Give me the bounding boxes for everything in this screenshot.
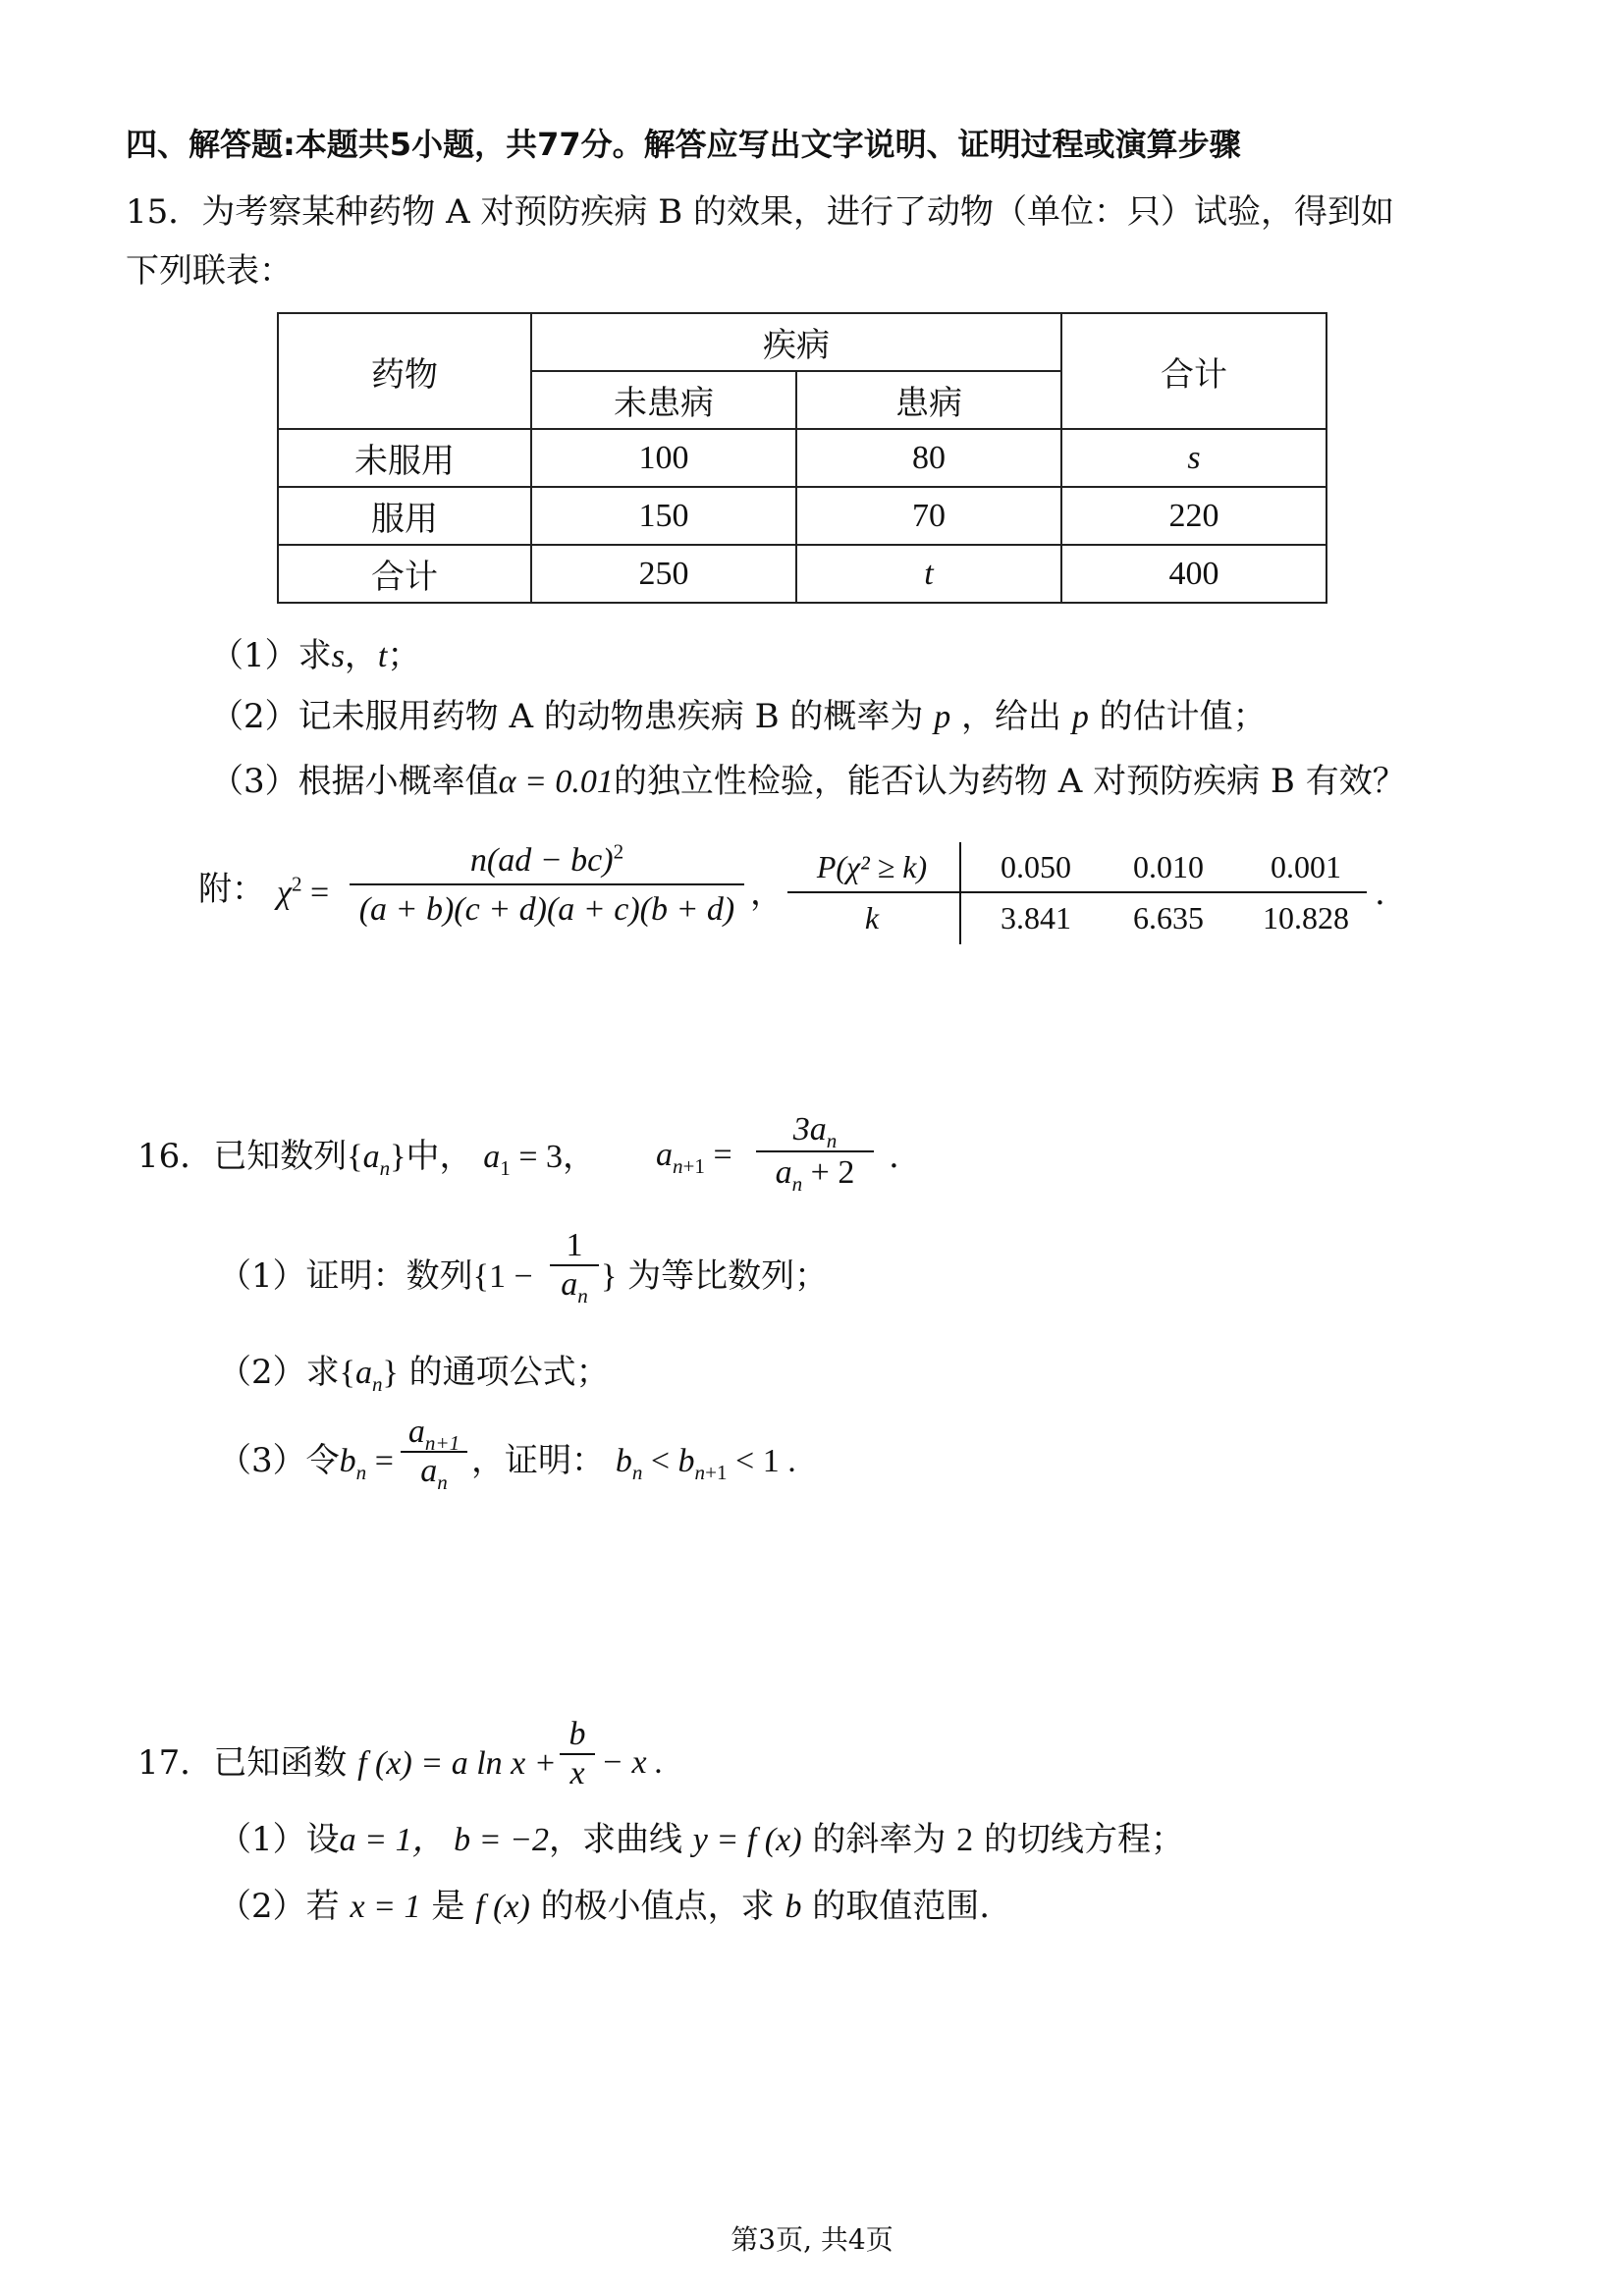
q15-part1-text: （1）求 <box>210 636 332 675</box>
q15-part3-text-a: （3）根据小概率值 <box>210 762 499 801</box>
header-drug: 药物 <box>278 313 531 429</box>
contingency-table <box>277 312 1327 604</box>
q16-recurrence-lhs: $a_{n+1}$ = <box>656 1137 732 1178</box>
var-p: p <box>1071 699 1089 735</box>
q17-slope-value: 2 <box>956 1822 974 1858</box>
q16-part3-text-b: ，证明： <box>471 1441 605 1480</box>
crit-k-value: 3.841 <box>1001 900 1071 935</box>
table-row <box>278 487 1326 545</box>
q16-part1-tail: } 为等比数列； <box>601 1256 829 1296</box>
q17-part2 <box>218 1887 990 1928</box>
q17-part2-condition: x = 1 <box>350 1889 421 1925</box>
formula-numerator: n(ad − bc)$^2$ <box>350 842 744 885</box>
alpha-value: α = 0.01 <box>498 764 614 800</box>
q17-fraction-denominator: x <box>569 1755 585 1791</box>
q15-stem-line1 <box>126 192 1394 233</box>
q17-stem-tail: − x . <box>601 1744 664 1781</box>
q16-part3-text-a: （3）令 <box>218 1441 340 1480</box>
q16-part1-text-b: 为等比数列； <box>627 1256 829 1296</box>
cell-value: 150 <box>531 487 796 545</box>
header-disease: 疾病 <box>531 313 1061 371</box>
q17-part1-text-a: （1）设 <box>218 1820 340 1859</box>
crit-header: P(χ² ≥ k) <box>816 849 928 884</box>
q17-part2-text-d: 的取值范围. <box>812 1887 991 1926</box>
q17-part2-text-c: 的极小值点，求 <box>540 1887 775 1926</box>
recurrence-numerator-text: 3a <box>792 1111 827 1148</box>
q15-part2-text-a: （2）记未服用药物 A 的动物患疾病 B 的概率为 <box>210 697 924 736</box>
semicolon: ； <box>387 636 421 675</box>
q15-number: 15． <box>126 192 202 232</box>
q17-function: f (x) <box>475 1889 530 1925</box>
header-sick: 患病 <box>796 371 1061 429</box>
cell-value: 100 <box>531 429 796 487</box>
row-label: 合计 <box>278 545 531 603</box>
var-t: t <box>377 638 388 674</box>
cell-value: 250 <box>531 545 796 603</box>
recurrence-denominator: $a_n + 2$ <box>775 1154 855 1196</box>
period: . <box>889 1137 899 1176</box>
q16-part1-text-a: （1）证明：数列 <box>218 1256 473 1296</box>
q17-part1 <box>218 1820 1184 1861</box>
crit-k-value: 6.635 <box>1133 900 1204 935</box>
crit-vertical-divider <box>959 842 961 944</box>
q16-recurrence-fraction <box>756 1111 874 1196</box>
section-title: 四、解答题:本题共5小题，共77分。解答应写出文字说明、证明过程或演算步骤 <box>126 126 1241 163</box>
table-row <box>278 429 1326 487</box>
q15-stem-text1: 为考察某种药物 A 对预防疾病 B 的效果，进行了动物（单位：只）试验，得到如 <box>201 192 1395 232</box>
formula-denominator: (a + b)(c + d)(a + c)(b + d) <box>358 891 735 928</box>
q17-part2-text-b: 是 <box>431 1887 465 1926</box>
q16-a1-value: = 3 <box>518 1139 564 1175</box>
crit-p-value: 0.050 <box>1001 849 1071 884</box>
q17-part2-text-a: （2）若 <box>218 1887 340 1926</box>
q17-var-b: b <box>785 1889 802 1925</box>
q16-part3: （3）令$b_n$ = <box>218 1441 394 1484</box>
q17-stem-a: 已知函数 <box>213 1743 348 1783</box>
cell-value: s <box>1061 429 1326 487</box>
row-label: 未服用 <box>278 429 531 487</box>
var-p: p <box>934 699 951 735</box>
table-header-row-1 <box>278 313 1326 371</box>
cell-value: 70 <box>796 487 1061 545</box>
crit-k-label: k <box>864 900 880 935</box>
crit-p-value: 0.001 <box>1271 849 1341 884</box>
cell-value: 80 <box>796 429 1061 487</box>
q15-part3 <box>210 762 1406 803</box>
cell-value: 220 <box>1061 487 1326 545</box>
q15-stem-line2: 下列联表： <box>126 251 293 291</box>
recurrence-numerator: $3a_n$ <box>756 1111 874 1152</box>
q15-part3-text-b: 的独立性检验，能否认为药物 A 对预防疾病 B 有效？ <box>613 762 1406 801</box>
q17-fraction-numerator: b <box>560 1716 595 1755</box>
header-not-sick: 未患病 <box>531 371 796 429</box>
q16-stem-a: 已知数列 <box>213 1137 348 1176</box>
header-total: 合计 <box>1061 313 1326 429</box>
q17-part1-condition: a = 1， b = −2 <box>339 1822 549 1858</box>
cell-value: 400 <box>1061 545 1326 603</box>
recurrence-denominator-text: a <box>775 1154 792 1191</box>
q16-number: 16． <box>137 1137 214 1176</box>
formula-numerator-text: n(ad − bc) <box>469 842 614 879</box>
q16-part3-fraction: $a_{n+1}$ $a_n$ <box>401 1414 467 1490</box>
var-s: s <box>331 638 345 674</box>
q16-part2-text-a: （2）求 <box>218 1353 340 1392</box>
row-label: 服用 <box>278 487 531 545</box>
q16-part2: （2）求$\{a_n\}$ 的通项公式； <box>218 1353 610 1396</box>
crit-k-value: 10.828 <box>1263 900 1349 935</box>
q16-part1-fraction: 1 $a_n$ <box>550 1227 599 1304</box>
q17-number: 17． <box>137 1743 214 1783</box>
recurrence-denominator-tail: + 2 <box>802 1154 855 1191</box>
q17-part1-text-c: 的斜率为 <box>812 1820 947 1859</box>
chi-square-symbol: $\chi^2$ = <box>277 872 330 911</box>
q17-fraction <box>560 1716 595 1792</box>
q17-curve: y = f (x) <box>692 1822 802 1858</box>
q15-part1 <box>210 636 420 677</box>
q17-stem-text <box>137 1743 557 1785</box>
q15-part2-text-c: 的估计值； <box>1099 697 1267 736</box>
comma: ， <box>344 636 378 675</box>
q15-part2 <box>210 697 1267 738</box>
q16-stem-text: 16．已知数列$\{a_n\}$中， $a_1 = 3$， <box>137 1137 597 1180</box>
table-row <box>278 545 1326 603</box>
q16-part2-text-b: 的通项公式； <box>408 1353 610 1392</box>
chi-square-fraction <box>350 839 744 929</box>
q15-part2-text-b: ，给出 <box>961 697 1062 736</box>
q16-inequality-tail: < 1 . <box>735 1443 796 1479</box>
q16-part1: （1）证明：数列{1 − <box>218 1256 533 1296</box>
period: . <box>1375 874 1385 913</box>
crit-p-value: 0.010 <box>1133 849 1204 884</box>
appendix-label: 附： <box>198 870 265 909</box>
cell-value: t <box>796 545 1061 603</box>
q16-stem-b: 中， <box>406 1137 473 1176</box>
q17-part1-text-d: 的切线方程； <box>983 1820 1184 1859</box>
q17-function-lhs: f (x) = a ln x + <box>357 1745 557 1782</box>
comma: ， <box>750 874 784 913</box>
chi-symbol: χ <box>277 875 292 911</box>
q16-part3-tail: ，证明： $b_n < b_{n+1} < 1$ . <box>471 1441 796 1484</box>
page-footer: 第3页, 共4页 <box>731 2223 893 2256</box>
q17-part1-text-b: ，求曲线 <box>548 1820 682 1859</box>
